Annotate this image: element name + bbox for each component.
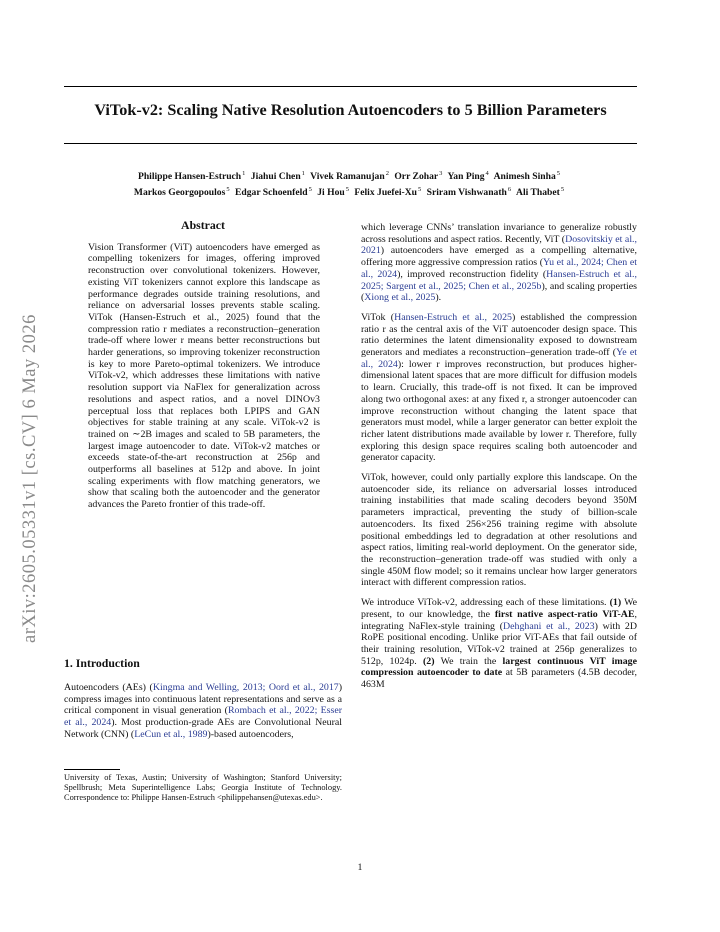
author: Yan Ping <box>447 171 485 183</box>
author: Ji Hou <box>317 187 345 199</box>
paragraph: ViTok (Hansen-Estruch et al., 2025) established the compression ratio r as the central axis of the ViT autoencoder design space. This ratio determines the latent dimensionality exposed to downstream generators and mediates a reconstruction–generation trade-off (Ye et al., 2024): lower r improves reconstruction, but produces higher-dimensional latent spaces that are more difficult for diffusion models to learn. Crucially, this trade-off is not fixed. It can be improved along two orthogonal axes: at any fixed r, a stronger autoencoder can improve reconstruction without changing the latent space that generators must model, while a larger generator can better exploit the richer latent distributions made available by lower r. Therefore, fully exploring this design space requires scaling both autoencoder and generator capacity. <box>361 311 637 464</box>
paragraph: which leverage CNNs’ translation invariance to generalize robustly across resolutions and aspect ratios. Recently, ViT (Dosovitskiy et al., 2021) autoencoders have emerged as a compelling alternative, offering more aggressive compression ratios (Yu et al., 2024; Chen et al., 2024), improved reconstruction fidelity (Hansen-Estruch et al., 2025; Sargent et al., 2025; Chen et al., 2025b), and scaling properties (Xiong et al., 2025). <box>361 222 637 304</box>
author: Animesh Sinha <box>493 171 556 183</box>
citation-link[interactable]: Kingma and Welling, 2013; Oord et al., 2017 <box>152 682 339 693</box>
paper-title: ViTok-v2: Scaling Native Resolution Autoencoders to 5 Billion Parameters <box>94 101 607 119</box>
section-heading-introduction: 1. Introduction <box>64 656 140 670</box>
author-line-2: Markos Georgopoulos$^5$ Edgar Schoenfeld$^5$ Ji Hou$^5$ Felix Juefei-Xu$^5$ Sriram Vishwanath$^6$ Ali Thabet$^5$ <box>133 186 565 199</box>
author: Markos Georgopoulos <box>133 187 226 199</box>
right-column <box>361 222 637 699</box>
citation-link[interactable]: Yu et al., 2024; Chen et al., 2024 <box>361 257 637 280</box>
citation-link[interactable]: Dehghani et al., 2023 <box>503 620 595 632</box>
paragraph: We introduce ViTok-v2, addressing each of these limitations. (1) We present, to our knowledge, the first native aspect-ratio ViT-AE, integrating NaFlex-style training (Dehghani et al., 2023) with 2D RoPE positional encoding. Unlike prior ViT-AEs that fail outside of their training resolution, ViTok-v2 trained at 256p generalizes to 512p, 1024p. (2) We train the largest continuous ViT image compression autoencoder to date at 5B parameters (4.5B decoder, 463M <box>361 597 638 691</box>
title-rule-top <box>64 86 637 87</box>
author-line-1: Philippe Hansen-Estruch$^1$ Jiahui Chen$^1$ Vivek Ramanujan$^2$ Orr Zohar$^3$ Yan Ping$^4$ Animesh Sinha$^5$ <box>137 170 560 183</box>
citation-link[interactable]: Dosovitskiy et al., 2021 <box>361 233 637 257</box>
citation-link[interactable]: Rombach et al., 2022; Esser et al., 2024 <box>64 705 342 729</box>
intro-paragraph: Autoencoders (AEs) (Kingma and Welling, 2013; Oord et al., 2017) compress images into continuous latent representations and serve as a critical component in visual generation (Rombach et al., 2022; Esser et al., 2024). Most production-grade AEs are Convolutional Neural Network (CNN) (LeCun et al., 1989)-based autoencoders, <box>64 682 343 740</box>
author: Vivek Ramanujan <box>310 171 385 183</box>
author: Felix Juefei-Xu <box>354 187 417 199</box>
author-list <box>64 167 637 199</box>
author: Edgar Schoenfeld <box>235 187 308 199</box>
citation-link[interactable]: Hansen-Estruch et al., 2025; Sargent et al., 2025; Chen et al., 2025b <box>361 268 637 292</box>
citation-link[interactable]: LeCun et al., 1989 <box>134 728 208 740</box>
author: Philippe Hansen-Estruch <box>137 171 242 183</box>
author: Sriram Vishwanath <box>426 187 507 199</box>
footnote-rule <box>64 769 120 770</box>
citation-link[interactable]: Ye et al., 2024 <box>361 347 637 370</box>
affiliation-footnote: University of Texas, Austin; University of Washington; Stanford University; Spellbrush; Meta Superintelligence Labs; Georgia Institute of Technology. Correspondence to: Philippe Hansen-Estruch <philippehansen@utexas.edu>. <box>64 773 342 802</box>
abstract-heading: Abstract <box>181 218 225 232</box>
paragraph: ViTok, however, could only partially explore this landscape. On the autoencoder side, its reliance on adversarial losses introduced training instabilities that made scaling decoders beyond 350M parameters impractical, preventing the study of billion-scale autoencoders. Its fixed 256×256 training regime with absolute positional embeddings led to degradation at other resolutions and aspect ratios, limiting real-world deployment. On the generator side, the reconstruction–generation trade-off was studied with only a single 450M flow model; so it remains unclear how larger generators interact with different compression ratios. <box>361 472 637 589</box>
arxiv-stamp: arXiv:2605.05331v1 [cs.CV] 6 May 2026 <box>20 314 40 643</box>
abstract-section <box>64 220 342 511</box>
author: Orr Zohar <box>394 171 439 183</box>
citation-link[interactable]: Hansen-Estruch et al., 2025 <box>394 311 512 323</box>
page-number: 1 <box>357 862 363 873</box>
citation-link[interactable]: Xiong et al., 2025 <box>364 292 436 304</box>
abstract-body: Vision Transformer (ViT) autoencoders have emerged as compelling tokenizers for images, offering improved reconstruction over convolutional tokenizers. However, existing ViT tokenizers cannot explore this landscape as performance degrades outside training resolutions, and reliance on adversarial losses prevents stable scaling. ViTok (Hansen-Estruch et al., 2025) found that the compression ratio r mediates a reconstruction–generation trade-off where lower r means better reconstructions but harder generations, so improving tokenizer reconstruction is key to more Pareto-optimal tokenizers. We introduce ViTok-v2, which addresses these limitations with native resolution support via NaFlex for generalization across resolutions and aspect ratios, and a novel DINOv3 perceptual loss that replaces both LPIPS and GAN objectives for stable training at any scale. ViTok-v2 is trained on ∼2B images and scaled to 5B parameters, the largest image autoencoder to date. ViTok-v2 matches or exceeds state-of-the-art reconstruction at 256p and outperforms all baselines at 512p and above. In joint scaling experiments with flow matching generators, we show that scaling both the autoencoder and the generator advances the Pareto frontier of this trade-off. <box>88 241 320 511</box>
author: Jiahui Chen <box>250 171 301 183</box>
author: Ali Thabet <box>516 187 560 199</box>
title-rule-bottom <box>64 143 637 144</box>
